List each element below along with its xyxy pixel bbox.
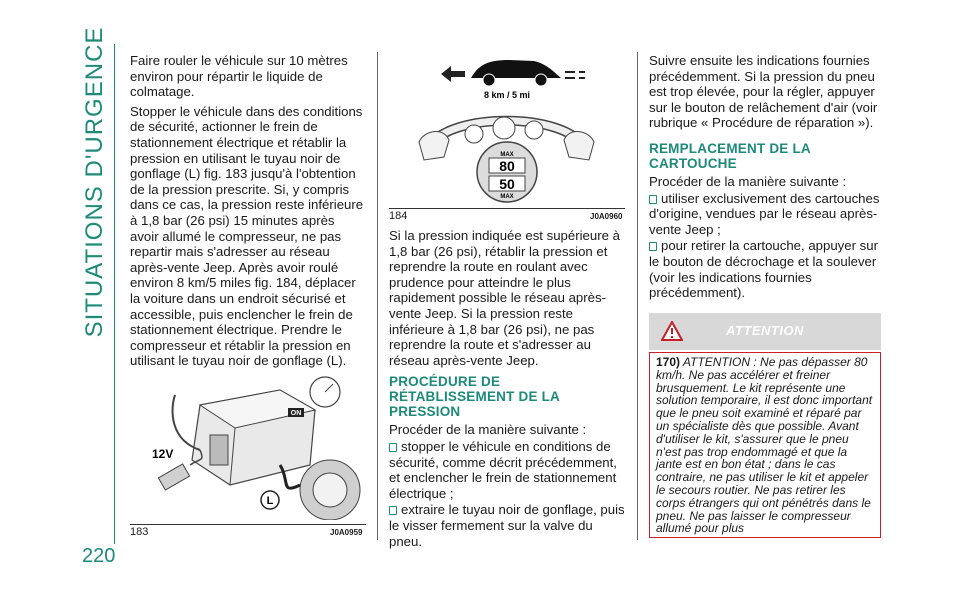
section-title-text: SITUATIONS D'URGENCE [81, 26, 108, 338]
distance-label: 8 km / 5 mi [483, 90, 531, 100]
section-heading: PROCÉDURE DE RÉTABLISSEMENT DE LA PRESSION [389, 374, 560, 420]
paragraph: Stopper le véhicule dans des conditions de sécurité, actionner le frein de stationnement électrique et rétablir la pression en utilisant le tuyau noir de gonflage (L) fig. 183 jusqu'à l'obtention de la pression prescrite. Si, y compris dans ce cas, la pression reste inférieure à 1,8 bar (26 psi) 15 minutes après avoir allumé le compresseur, ne pas repartir mais s'adresser au réseau après-vente Jeep. Après avoir roulé environ 8 km/5 miles fig. 184, déplacer la voiture dans un endroit sécurisé et accessible, puis enclencher le frein de stationnement électrique. Prendre le compresseur et rétablir la pression en utilisant le tuyau noir de gonflage (L). [130, 103, 364, 369]
badge-top-speed: 80 [499, 158, 515, 174]
figure-number: 183 [130, 526, 149, 538]
badge-bottom-speed: 50 [499, 176, 515, 192]
page-number: 220 [82, 545, 116, 567]
warning-text: ATTENTION : Ne pas dépasser 80 km/h. Ne pas accélérer et freiner brusquement. Le kit représente une solution temporaire, il est donc important que le pneu soit examiné et réparé par un spécialiste dès que possible. Avant d'utiliser le kit, s'assurer que le pneu n'est pas trop endommagé et que la jante est en bon état ; dans le cas contraire, ne pas utiliser le kit et appeler le secours routier. Ne pas retirer les corps étrangers qui ont pénétrés dans le pneu. Ne pas laisser le compresseur allumé pour plus [656, 355, 873, 536]
column-divider [637, 52, 638, 540]
side-divider [114, 44, 115, 544]
list-item [389, 502, 625, 549]
list-item-text: utiliser exclusivement des cartouches d'origine, vendues par le réseau après-vente Jeep ; [649, 190, 880, 237]
badge-bottom-label: MAX [500, 194, 514, 200]
figure-number: 184 [389, 210, 408, 222]
column-1 [130, 53, 366, 373]
list-item [649, 191, 887, 238]
intro-text: Procéder de la manière suivante : [389, 422, 587, 438]
list-item [389, 439, 625, 501]
list-item [649, 238, 887, 300]
warning-box [649, 352, 881, 538]
figure-rule [130, 524, 366, 525]
voltage-label: 12V [152, 447, 174, 461]
paragraph: Faire rouler le véhicule sur 10 mètres environ pour répartir le liquide de colmatage. [130, 53, 348, 100]
column-3 [649, 53, 887, 305]
column-2 [389, 228, 625, 553]
paragraph: Si la pression indiquée est supérieure à 1,8 bar (26 psi), rétablir la pression et reprendre la route en roulant avec prudence pour atteindre le plus rapidement possible le réseau après-vente Jeep. Si la pression reste inférieure à 1,8 bar (26 psi), ne pas reprendre la route et s'adresser au réseau après-vente Jeep. [389, 228, 620, 368]
warning-title: ATTENTION [726, 323, 804, 338]
warning-number: 170) [656, 355, 681, 369]
figure-code: J0A0960 [590, 212, 623, 221]
intro-text: Procéder de la manière suivante : [649, 173, 847, 189]
section-title [78, 26, 112, 338]
on-label: ON [290, 410, 302, 417]
figure-rule [389, 208, 625, 209]
figure-184 [389, 52, 625, 207]
figure-code: J0A0959 [330, 528, 363, 537]
column-divider [377, 52, 378, 540]
bullet-icon [389, 443, 397, 452]
figure-183 [130, 370, 366, 520]
paragraph: Suivre ensuite les indications fournies précédemment. Si la pression du pneu est trop élevée, pour la régler, appuyer sur le bouton de relâchement d'air (voir rubrique « Procédure de réparation »). [649, 53, 878, 131]
list-item-text: pour retirer la cartouche, appuyer sur le bouton de décrochage et la soulever (voir les indications fournies précédemment). [649, 238, 878, 301]
badge-top-label: MAX [500, 152, 514, 158]
bullet-icon [649, 195, 657, 204]
warning-header [649, 313, 881, 350]
bullet-icon [389, 506, 397, 515]
section-heading: REMPLACEMENT DE LA CARTOUCHE [649, 140, 811, 171]
list-item-text: extraire le tuyau noir de gonflage, puis le visser fermement sur la valve du pneu. [389, 502, 625, 549]
compressor-illustration [130, 370, 366, 520]
speed-limit-illustration [389, 52, 625, 207]
hose-label: L [266, 495, 274, 507]
list-item-text: stopper le véhicule en conditions de sécurité, comme décrit précédemment, et enclencher le frein de stationnement électrique ; [389, 438, 617, 501]
bullet-icon [649, 242, 657, 251]
